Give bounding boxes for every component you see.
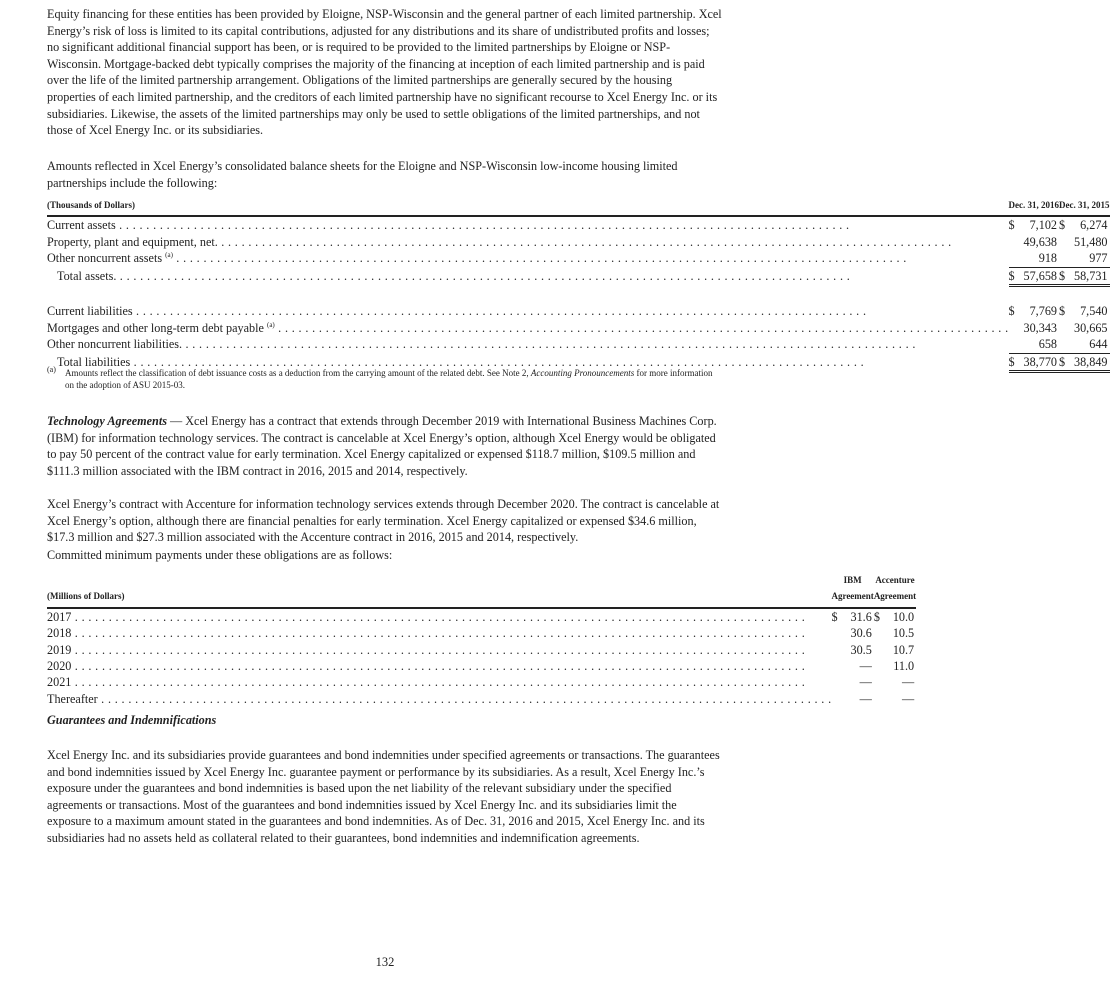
value-2015: 30,665	[1073, 320, 1108, 335]
balance-sheet-table	[47, 197, 1110, 373]
footnote-mark: (a)	[47, 365, 56, 374]
table-row	[47, 320, 1110, 336]
value-ibm: —	[859, 659, 872, 674]
footnote	[47, 367, 723, 391]
unit-header: (Thousands of Dollars)	[47, 197, 1009, 216]
row-label: Property, plant and equipment, net. . . .	[47, 234, 1009, 250]
value-ibm: 30.5	[850, 642, 872, 657]
value-2015: 58,731	[1067, 267, 1110, 285]
value-2016: 57,658	[1016, 267, 1059, 285]
value-2016: 49,638	[1023, 234, 1057, 249]
row-label: Other noncurrent assets $^{(a)}$ . . .	[47, 250, 1009, 266]
footnote-text: Amounts reflect the classification of debt issuance costs as a deduction from the carrying amount of the related debt. See Note 2, Accounting Pronouncements for more information on the adoption of ASU 2015-03.	[65, 368, 713, 390]
footnote-ref: (a)	[266, 320, 275, 329]
row-label: Current liabilities . . .	[47, 303, 1009, 319]
value-2015: 38,849	[1067, 353, 1110, 371]
row-label: 2021 . . .	[47, 674, 831, 690]
table-row	[47, 642, 916, 658]
value-2015: 7,540	[1080, 304, 1108, 319]
paragraph-technology-agreements: Technology Agreements — Xcel Energy has a contract that extends through December 2019 with International Business Machines Corp. (IBM) for information technology services. The contract is cancelable at Xcel Energy’s option, although Xcel Energy would be obligated to pay 50 percent of the contract value for early termination. Xcel Energy capitalized or expensed $118.7 million, $109.5 million and $111.3 million associated with the IBM contract in 2016, 2015 and 2014, respectively.	[47, 414, 717, 478]
row-label: Current assets . . .	[47, 217, 1009, 233]
value-2016: 7,102	[1029, 218, 1057, 233]
table-row: Current liabilities . . . $ 7,769 $ 7,540	[47, 303, 1110, 319]
unit-header: (Millions of Dollars)	[47, 572, 831, 608]
value-ibm: 31.6	[850, 609, 872, 624]
value-ibm: 30.6	[850, 626, 872, 641]
column-header-ibm: IBM Agreement	[831, 572, 873, 608]
value-accenture: —	[901, 675, 915, 690]
table-header-row	[47, 197, 1110, 216]
value-accenture: 11.0	[893, 659, 915, 674]
value-ibm: —	[859, 691, 872, 706]
section-heading-technology: Technology Agreements	[47, 414, 167, 428]
value-accenture: 10.0	[892, 609, 915, 624]
column-header-accenture: Accenture Agreement	[874, 572, 916, 608]
column-header-2015: Dec. 31, 2015	[1059, 197, 1110, 216]
value-2015: 6,274	[1080, 218, 1108, 233]
table-row: Current assets . . . $ 7,102 $ 6,274	[47, 216, 1110, 233]
value-2015: 977	[1089, 251, 1108, 266]
row-label: Other noncurrent liabilities. . . .	[47, 336, 1009, 352]
table-row	[47, 234, 1110, 250]
row-label: Total assets. . . .	[57, 268, 1009, 284]
section-heading-guarantees: Guarantees and Indemnifications	[47, 713, 217, 727]
value-accenture: 10.7	[892, 642, 915, 657]
footnote-ref: (a)	[165, 251, 173, 260]
table-row-total: Total assets. . . . $ 57,658 $ 58,731	[47, 267, 1110, 285]
value-2016: 30,343	[1023, 320, 1057, 335]
paragraph-committed-payments: Committed minimum payments under these obligations are as follows:	[47, 548, 393, 562]
value-2016: 7,769	[1029, 304, 1057, 319]
table-row	[47, 674, 916, 690]
column-header-2016: Dec. 31, 2016	[1009, 197, 1060, 216]
row-label: 2019 . . .	[47, 642, 831, 658]
paragraph-amounts-reflected: Amounts reflected in Xcel Energy’s consolidated balance sheets for the Eloigne and NSP-Wisconsin low-income housing limited partnerships include the following:	[47, 159, 678, 190]
row-label: Thereafter . . .	[47, 691, 831, 707]
value-2016: 918	[1038, 251, 1057, 266]
row-label: Mortgages and other long-term debt payable $^{(a)}$ . . .	[47, 320, 1009, 336]
table-row	[47, 336, 1110, 353]
row-label: 2020 . . .	[47, 658, 831, 674]
table-row	[47, 658, 916, 674]
paragraph-accenture: Xcel Energy’s contract with Accenture for information technology services extends through December 2020. The contract is cancelable at Xcel Energy’s option, although there are financial penalties for early termination. Xcel Energy capitalized or expensed $34.6 million, $17.3 million and $27.3 million associated with the Accenture contract in 2016, 2015 and 2014, respectively.	[47, 497, 720, 545]
value-2015: 51,480	[1073, 234, 1108, 249]
value-2016: 38,770	[1016, 353, 1059, 371]
table-row	[47, 625, 916, 641]
row-label: Total liabilities . . .	[57, 354, 1009, 370]
table-row: 2017 . . . $ 31.6 $ 10.0	[47, 608, 916, 625]
value-2016: 658	[1038, 337, 1057, 352]
table-header-row	[47, 572, 916, 608]
value-accenture: —	[901, 691, 915, 706]
row-label: 2017 . . .	[47, 609, 831, 625]
paragraph-equity-financing: Equity financing for these entities has been provided by Eloigne, NSP-Wisconsin and the general partner of each limited partnership. Xcel Energy’s risk of loss is limited to its capital contributions, adjusted for any distributions and its share of undistributed profits and losses; no significant additional financial support has been, or is required to be provided to the limited partnerships by Eloigne or NSP-Wisconsin. Mortgage-backed debt typically comprises the majority of the financing at inception of each limited partnership and is paid over the life of the limited partnership arrangement. Obligations of the limited partnerships are generally secured by the housing properties of each limited partnership, and the creditors of each limited partnership have no significant recourse to Xcel Energy Inc. or its subsidiaries. Likewise, the assets of the limited partnerships may only be used to settle obligations of the limited partnerships, and not those of Xcel Energy Inc. or its subsidiaries.	[47, 7, 722, 138]
value-ibm: —	[859, 675, 872, 690]
committed-payments-table	[47, 572, 916, 707]
paragraph-guarantees: Xcel Energy Inc. and its subsidiaries provide guarantees and bond indemnities under specified agreements or transactions. The guarantees and bond indemnities issued by Xcel Energy Inc. guarantee payment or performance by its subsidiaries. As a result, Xcel Energy Inc.’s exposure under the guarantees and bond indemnities is based upon the net liability of the relevant subsidiary under the specified agreements or transactions. Most of the guarantees and bond indemnities issued by Xcel Energy Inc. and its subsidiaries limit the exposure to a maximum amount stated in the guarantees and bond indemnities. As of Dec. 31, 2016 and 2015, Xcel Energy Inc. and its subsidiaries had no assets held as collateral related to their guarantees, bond indemnities and indemnification agreements.	[47, 748, 720, 845]
value-2015: 644	[1089, 337, 1108, 352]
table-row-total: Total liabilities . . . $ 38,770 $ 38,849	[47, 353, 1110, 371]
value-accenture: 10.5	[892, 626, 915, 641]
table-row	[47, 250, 1110, 267]
table-row	[47, 691, 916, 707]
row-label: 2018 . . .	[47, 625, 831, 641]
page-number: 132	[375, 955, 395, 969]
